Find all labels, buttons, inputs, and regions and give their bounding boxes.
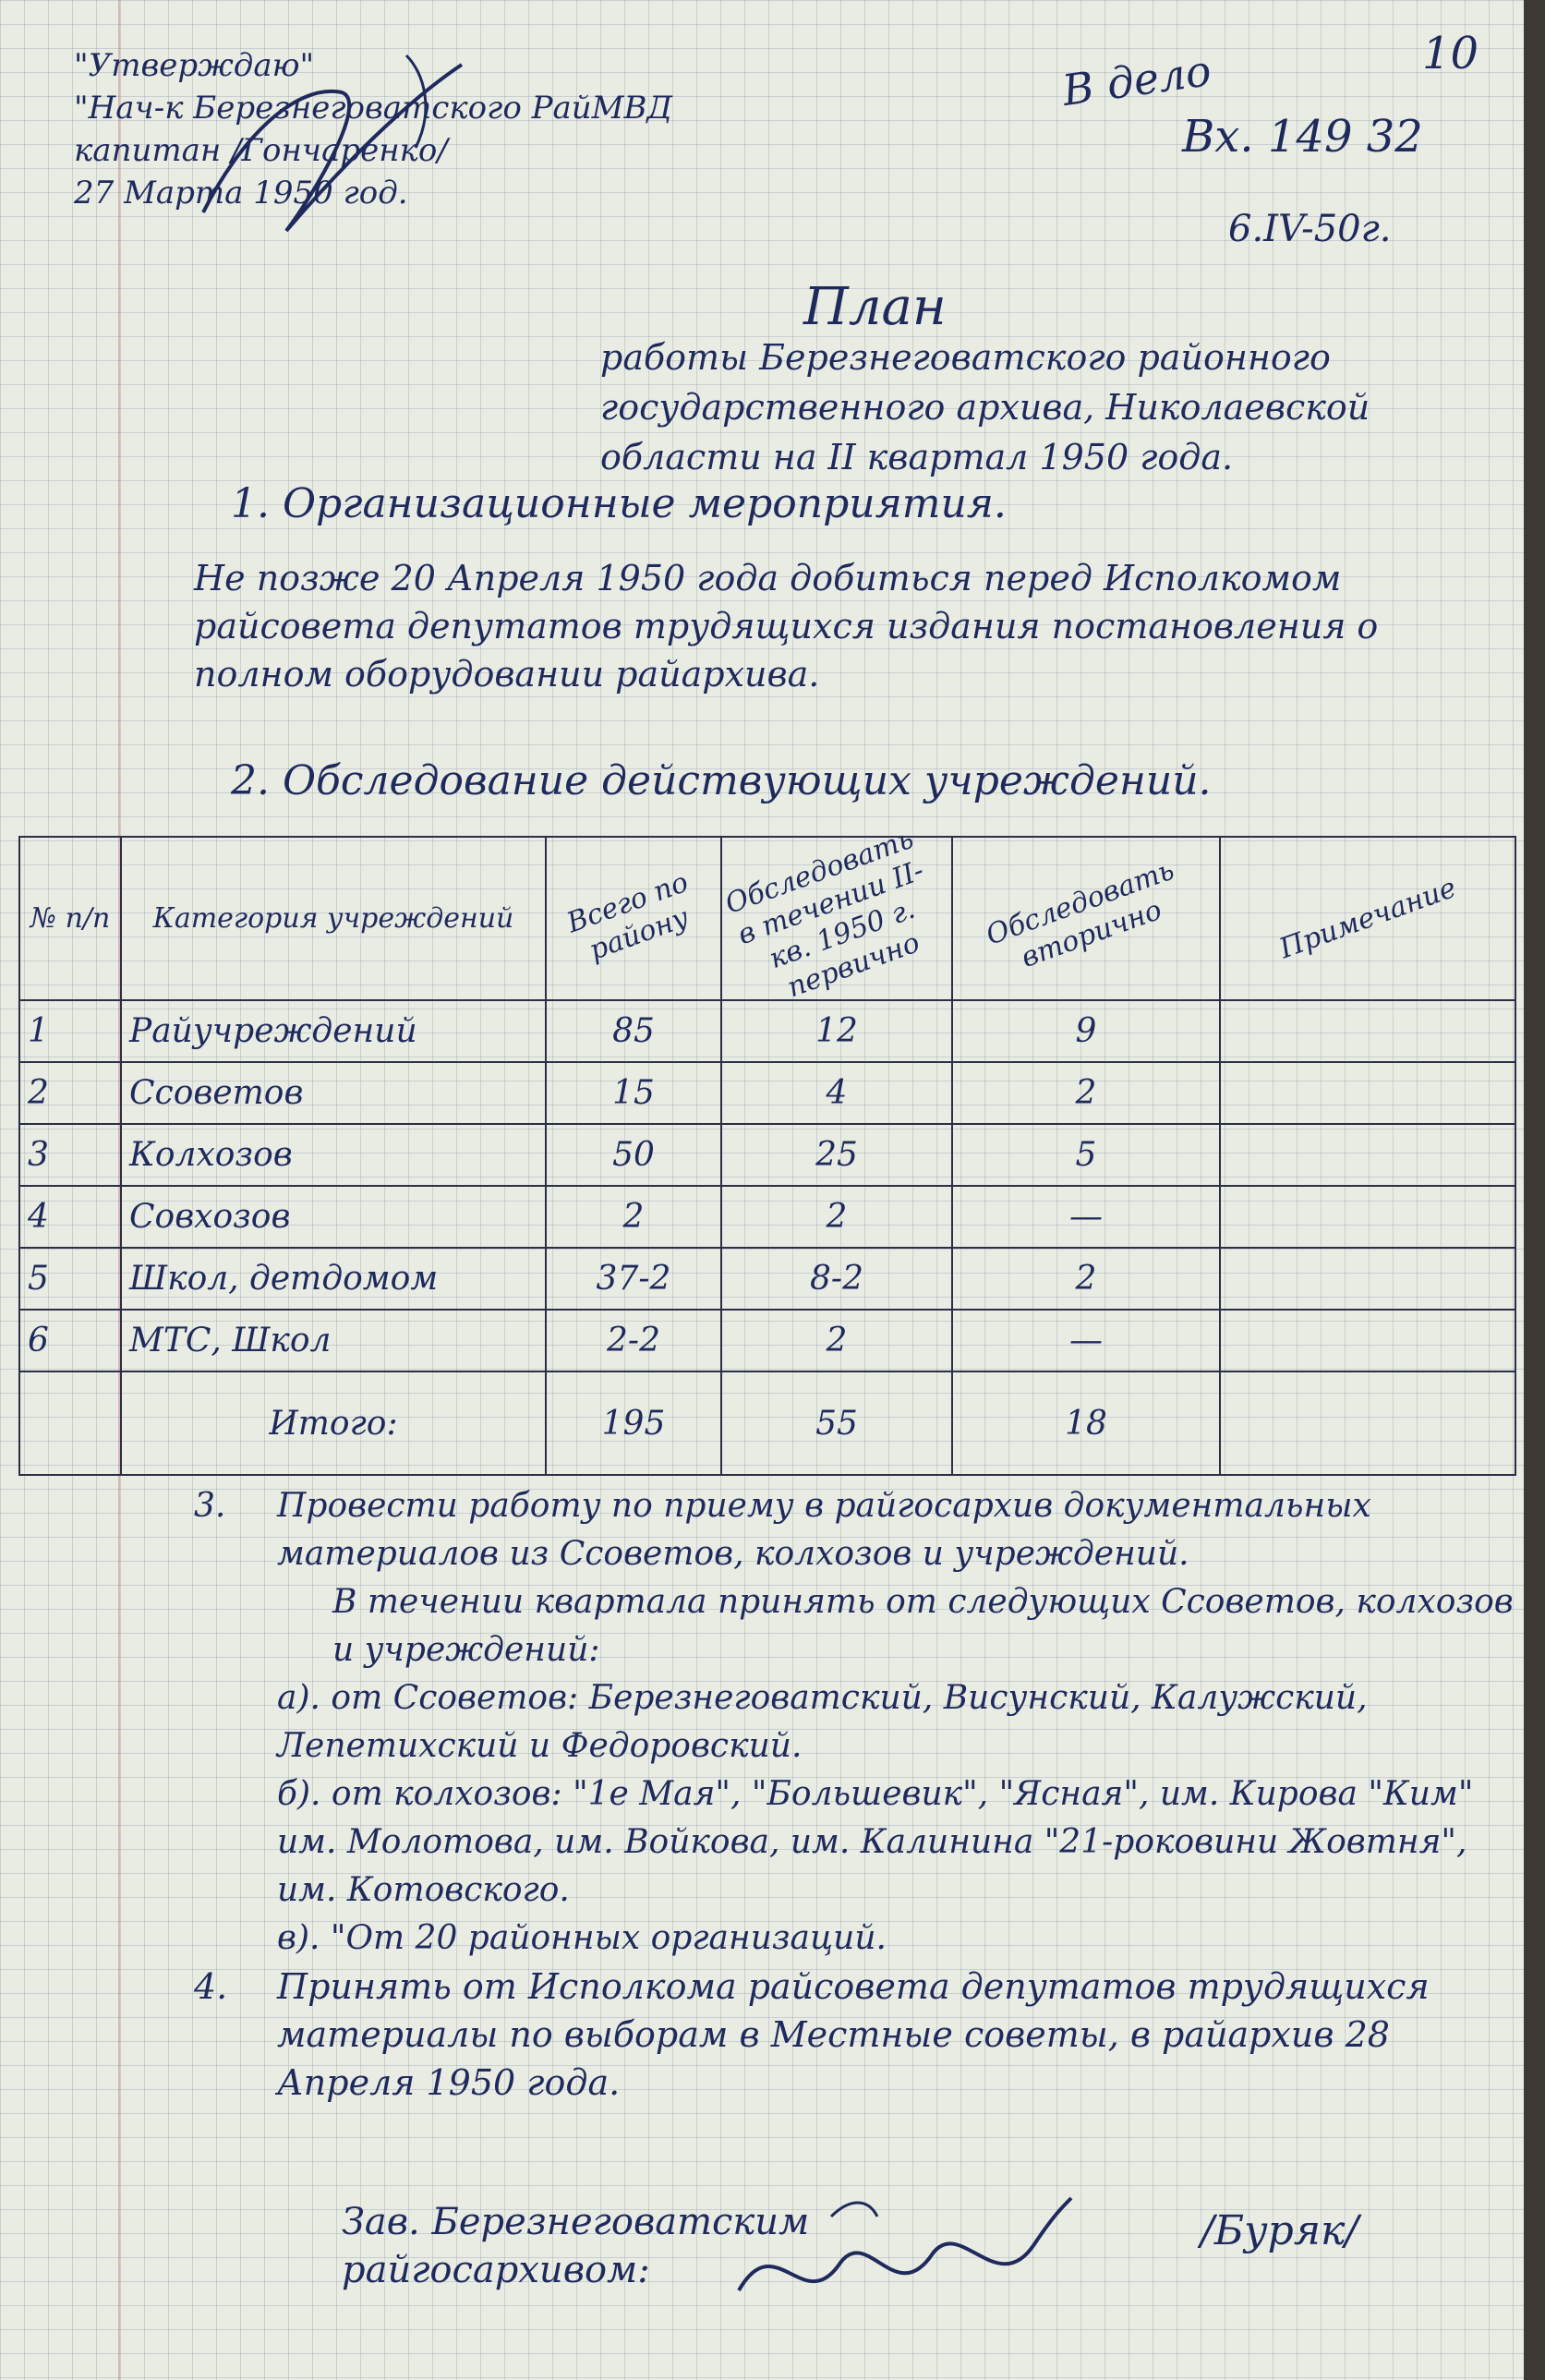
cell-q2: 2: [721, 1310, 952, 1371]
cell-repeat: 2: [952, 1062, 1220, 1124]
cell-total: 2-2: [546, 1310, 721, 1371]
cell-repeat: 9: [952, 1000, 1220, 1062]
section-4: [194, 1963, 1515, 2107]
approval-line-3: капитан /Гончаренко/: [74, 132, 448, 169]
table-row: [19, 1310, 1515, 1371]
cell-repeat: 2: [952, 1248, 1220, 1310]
approval-line-2: "Нач-к Березнеговатского РайМВД: [74, 90, 673, 127]
col-header-repeat: Обследовать вторично: [952, 837, 1220, 1000]
cell-number: 3: [19, 1124, 121, 1186]
section-1-text: Не позже 20 Апреля 1950 года добиться перед Исполкомом райсовета депутатов трудящихся издания постановления о полном оборудовании райархива.: [194, 558, 1379, 695]
approval-line-1: "Утверждаю": [74, 47, 315, 84]
page-edge: [1524, 0, 1545, 2380]
cell-repeat: —: [952, 1186, 1220, 1248]
document-title: План: [803, 277, 947, 337]
cell-q2: 12: [721, 1000, 952, 1062]
section-1-heading: 1. Организационные мероприятия.: [231, 480, 1007, 527]
table-row: [19, 1062, 1515, 1124]
table-header-row: [19, 837, 1515, 1000]
section-2-heading: 2. Обследование действующих учреждений.: [231, 757, 1212, 804]
incoming-stamp-date: 6.IV-50г.: [1228, 208, 1392, 250]
section-3-item-a: а). от Ссоветов: Березнеговатский, Висунский, Калужский, Лепетихский и Федоровский.: [277, 1679, 1368, 1765]
cell-number: 4: [19, 1186, 121, 1248]
cell-number: 5: [19, 1248, 121, 1310]
cell-number: 2: [19, 1062, 121, 1124]
signatory-name: /Буряк/: [1201, 2207, 1359, 2254]
cell-note: [1220, 1248, 1515, 1310]
cell-total: 37-2: [546, 1248, 721, 1310]
cell-total: 50: [546, 1124, 721, 1186]
cell-category: Школ, детдомом: [121, 1248, 546, 1310]
page-number: 10: [1422, 28, 1479, 79]
section-4-text: Принять от Исполкома райсовета депутатов трудящихся материалы по выборам в Местные советы, в райархив 28 Апреля 1950 года.: [277, 1966, 1430, 2103]
col-header-note: Примечание: [1220, 837, 1515, 1000]
table-row: [19, 1248, 1515, 1310]
cell-q2: 55: [721, 1371, 952, 1475]
incoming-stamp-label: В дело: [1059, 45, 1214, 115]
cell-category: Ссоветов: [121, 1062, 546, 1124]
cell-total: 195: [546, 1371, 721, 1475]
cell-total: 2: [546, 1186, 721, 1248]
col-header-total: Всего по району: [546, 837, 721, 1000]
approval-line-4: 27 Марта 1950 год.: [74, 175, 408, 211]
signatory-line-1: Зав. Березнеговатским: [342, 2201, 810, 2243]
approval-signature: [129, 28, 517, 268]
signatory-line-2: райгосархивом:: [342, 2249, 650, 2291]
cell-repeat: 18: [952, 1371, 1220, 1475]
cell-repeat: —: [952, 1310, 1220, 1371]
cell-category: Колхозов: [121, 1124, 546, 1186]
section-3-item-c: в). "От 20 районных организаций.: [277, 1919, 887, 1957]
cell-q2: 8-2: [721, 1248, 952, 1310]
cell-category: Райучреждений: [121, 1000, 546, 1062]
col-header-number: № п/п: [19, 837, 121, 1000]
section-3-text: Провести работу по приему в райгосархив документальных материалов из Ссоветов, колхозов и учреждений.: [277, 1487, 1371, 1573]
cell-note: [1220, 1062, 1515, 1124]
cell-q2: 25: [721, 1124, 952, 1186]
survey-table: [18, 822, 1516, 1476]
cell-category: МТС, Школ: [121, 1310, 546, 1371]
col-header-q2: Обследовать в течении II-кв. 1950 г. первично: [721, 837, 952, 1000]
cell-total-label: Итого:: [121, 1371, 546, 1475]
section-4-number: 4.: [194, 1966, 228, 2007]
cell-note: [1220, 1000, 1515, 1062]
cell-number: 1: [19, 1000, 121, 1062]
cell-note: [1220, 1124, 1515, 1186]
cell-note: [1220, 1371, 1515, 1475]
cell-note: [1220, 1186, 1515, 1248]
incoming-stamp-number: Вх. 149 32: [1182, 111, 1423, 163]
cell-repeat: 5: [952, 1124, 1220, 1186]
section-3-intro: В течении квартала принять от следующих Ссоветов, колхозов и учреждений:: [332, 1583, 1514, 1669]
cell-q2: 4: [721, 1062, 952, 1124]
table-total-row: [19, 1371, 1515, 1475]
cell-q2: 2: [721, 1186, 952, 1248]
document-subtitle: работы Березнеговатского районного государственного архива, Николаевской области на II квартал 1950 года.: [600, 337, 1370, 477]
section-3: [194, 1482, 1515, 1963]
cell-number: [19, 1371, 121, 1475]
section-3-item-b: б). от колхозов: "1е Мая", "Большевик", "Ясная", им. Кирова "Ким" им. Молотова, им. Войкова, им. Калинина "21-роковини Жовтня", им. Котовского.: [277, 1775, 1474, 1909]
col-header-category: Категория учреждений: [121, 837, 546, 1000]
cell-number: 6: [19, 1310, 121, 1371]
cell-category: Совхозов: [121, 1186, 546, 1248]
cell-total: 85: [546, 1000, 721, 1062]
table-row: [19, 1186, 1515, 1248]
head-signature: [720, 2189, 1090, 2327]
table-row: [19, 1124, 1515, 1186]
cell-total: 15: [546, 1062, 721, 1124]
section-3-number: 3.: [194, 1487, 226, 1525]
cell-note: [1220, 1310, 1515, 1371]
